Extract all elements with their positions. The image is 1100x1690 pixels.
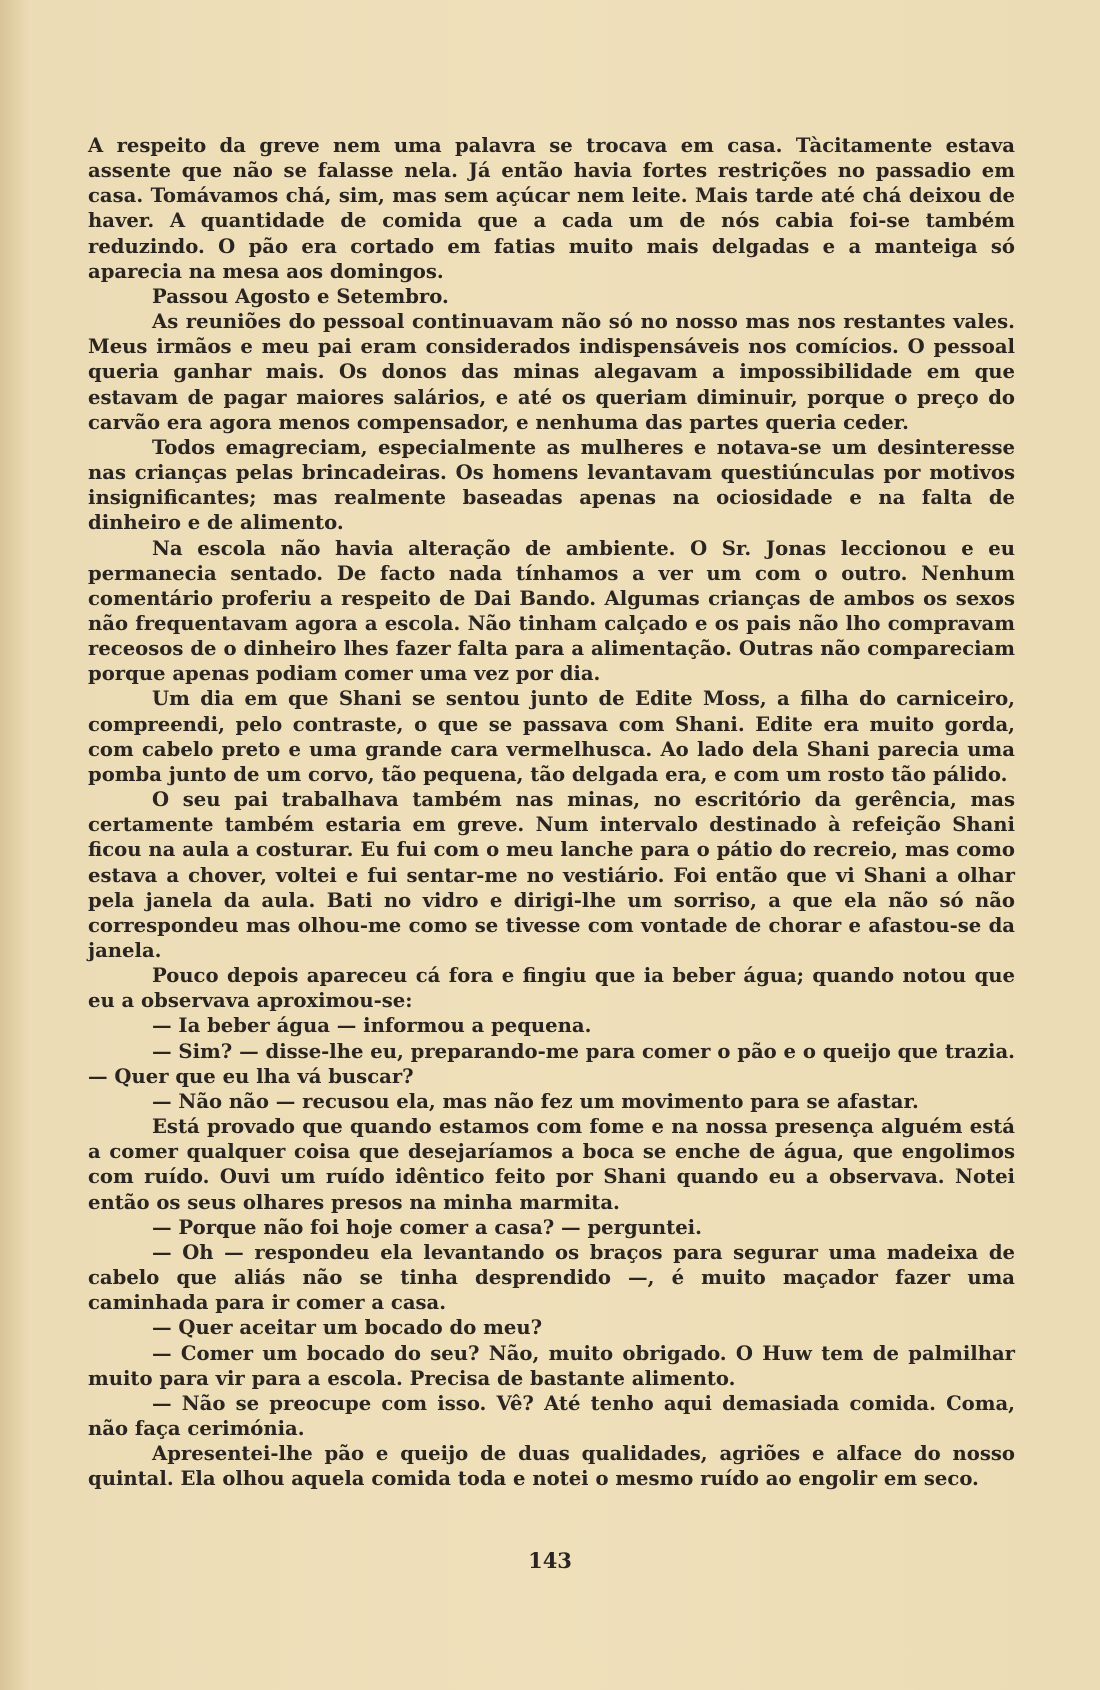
paragraph: Na escola não havia alteração de ambiente. O Sr. Jonas leccionou e eu permanecia sentado. De facto nada tínhamos a ver um com o outro. Nenhum comentário proferiu a respeito de Dai Bando. Algumas crianças de ambos os sexos não frequentavam agora a escola. Não tinham calçado e os pais não lho compravam receosos de o dinheiro lhes fazer falta para a alimentação. Outras não compareciam porque apenas podiam comer uma vez por dia. <box>88 536 1015 686</box>
dialogue-line: — Oh — respondeu ela levantando os braços para segurar uma madeixa de cabelo que aliás não se tinha desprendido —, é muito maçador fazer uma caminhada para ir comer a casa. <box>88 1240 1015 1315</box>
paragraph: O seu pai trabalhava também nas minas, no escritório da gerência, mas certamente também estaria em greve. Num intervalo destinado à refeição Shani ficou na aula a costurar. Eu fui com o meu lanche para o pátio do recreio, mas como estava a chover, voltei e fui sentar-me no vestiário. Foi então que vi Shani a olhar pela janela da aula. Bati no vidro e dirigi-lhe um sorriso, a que ela não só não correspondeu mas olhou-me como se tivesse com vontade de chorar e afastou-se da janela. <box>88 788 1015 962</box>
dialogue-line: — Quer aceitar um bocado do meu? <box>152 1316 543 1340</box>
paragraph: Apresentei-lhe pão e queijo de duas qualidades, agriões e alface do nosso quintal. Ela olhou aquela comida toda e notei o mesmo ruído ao engolir em seco. <box>88 1442 1015 1491</box>
dialogue-line: — Ia beber água — informou a pequena. <box>152 1014 592 1038</box>
paragraph: Está provado que quando estamos com fome e na nossa presença alguém está a comer qualquer coisa que desejaríamos a boca se enche de água, que engolimos com ruído. Ouvi um ruído idêntico feito por Shani quando eu a observava. Notei então os seus olhares presos na minha marmita. <box>88 1115 1015 1214</box>
paragraph: Todos emagreciam, especialmente as mulheres e notava-se um desinteresse nas crianças pelas brincadeiras. Os homens levantavam questiúnculas por motivos insignificantes; mas realmente baseadas apenas na ociosidade e na falta de dinheiro e de alimento. <box>88 435 1015 535</box>
dialogue-line: — Comer um bocado do seu? Não, muito obrigado. O Huw tem de palmilhar muito para vir para a escola. Precisa de bastante alimento. <box>88 1341 1015 1390</box>
paragraph: Um dia em que Shani se sentou junto de Edite Moss, a filha do carniceiro, compreendi, pelo contraste, o que se passava com Shani. Edite era muito gorda, com cabelo preto e uma grande cara vermelhusca. Ao lado dela Shani parecia uma pomba junto de um corvo, tão pequena, tão delgada era, e com um rosto tão pálido. <box>88 687 1015 786</box>
paragraph: A respeito da greve nem uma palavra se trocava em casa. Tàcitamente estava assente que não se falasse nela. Já então havia fortes restrições no passadio em casa. Tomávamos chá, sim, mas sem açúcar nem leite. Mais tarde até chá deixou de haver. A quantidade de comida que a cada um de nós cabia foi-se também reduzindo. O pão era cortado em fatias muito mais delgadas e a manteiga só aparecia na mesa aos domingos. <box>88 134 1015 283</box>
paragraph: Passou Agosto e Setembro. <box>152 284 449 308</box>
dialogue-line: — Não não — recusou ela, mas não fez um movimento para se afastar. <box>152 1089 919 1113</box>
dialogue-line: — Não se preocupe com isso. Vê? Até tenho aqui demasiada comida. Coma, não faça cerimónia. <box>88 1391 1015 1440</box>
dialogue-line: — Sim? — disse-lhe eu, preparando-me para comer o pão e o queijo que trazia. — Quer que eu lha vá buscar? <box>88 1039 1015 1088</box>
paragraph: Pouco depois apareceu cá fora e fingiu que ia beber água; quando notou que eu a observava aproximou-se: <box>88 964 1015 1013</box>
dialogue-line: — Porque não foi hoje comer a casa? — perguntei. <box>152 1215 702 1239</box>
page-number: 143 <box>528 1548 572 1573</box>
body-text <box>88 133 1015 1491</box>
paragraph: As reuniões do pessoal continuavam não só no nosso mas nos restantes vales. Meus irmãos e meu pai eram considerados indispensáveis nos comícios. O pessoal queria ganhar mais. Os donos das minas alegavam a impossibilidade em que estavam de pagar maiores salários, e até os queriam diminuir, porque o preço do carvão era agora menos compensador, e nenhuma das partes queria ceder. <box>88 310 1015 434</box>
